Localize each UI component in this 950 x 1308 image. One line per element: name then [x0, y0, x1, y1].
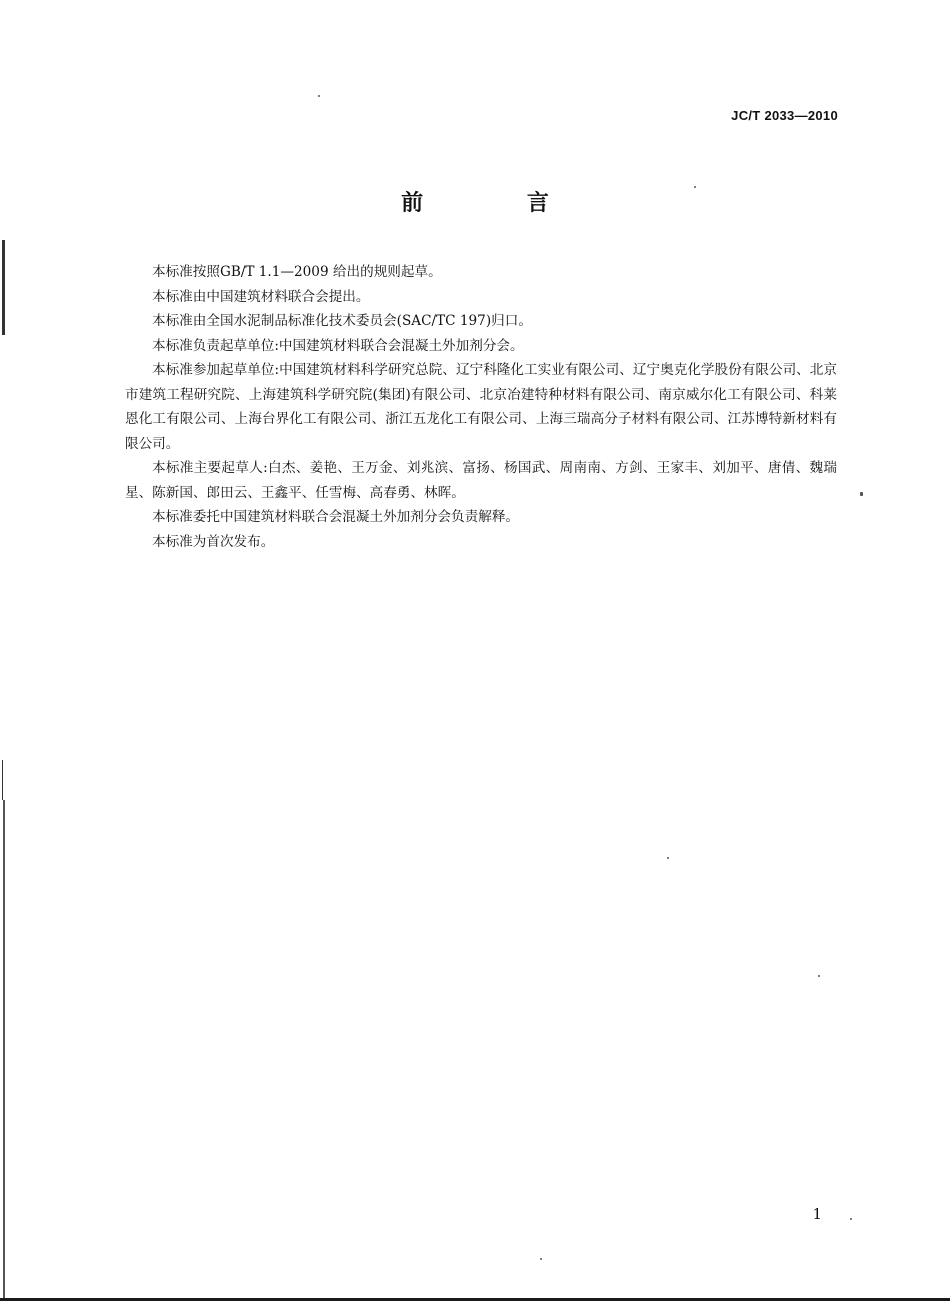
scan-speck — [667, 857, 669, 859]
scan-speck — [540, 1258, 542, 1260]
paragraph-proposer: 本标准由中国建筑材料联合会提出。 — [152, 288, 370, 305]
scan-speck — [818, 975, 820, 977]
scan-speck — [860, 492, 863, 496]
scan-mark — [2, 240, 5, 335]
paragraph-drafting-rules: 本标准按照GB/T 1.1—2009 给出的规则起草。 — [152, 264, 442, 280]
paragraph-interpretation: 本标准委托中国建筑材料联合会混凝土外加剂分会负责解释。 — [152, 509, 520, 525]
scan-speck — [850, 1218, 852, 1220]
scan-mark — [3, 800, 5, 1300]
paragraph-participating-units: 本标准参加起草单位:中国建筑材料科学研究总院、辽宁科隆化工实业有限公司、辽宁奥克化学股份有限公司、北京市建筑工程研究院、上海建筑科学研究院(集团)有限公司、北京冶建特种材料有限公司、南京威尔化工有限公司、科莱恩化工有限公司、上海台界化工有限公司、浙江五龙化工有限公司、上海三瑞高分子材料有限公司、江苏博特新材料有限公司。 — [125, 362, 837, 452]
page-title: 前 言 — [401, 191, 597, 216]
foreword-body — [125, 260, 837, 554]
standard-code: JC/T 2033—2010 — [731, 108, 838, 123]
paragraph-technical-committee: 本标准由全国水泥制品标准化技术委员会(SAC/TC 197)归口。 — [152, 313, 532, 329]
paragraph-main-drafters: 本标准主要起草人:白杰、姜艳、王万金、刘兆滨、富扬、杨国武、周南南、方剑、王家丰、刘加平、唐倩、魏瑞星、陈新国、郎田云、王鑫平、任雪梅、高春勇、林晖。 — [125, 460, 837, 501]
paragraph-responsible-unit: 本标准负责起草单位:中国建筑材料联合会混凝土外加剂分会。 — [152, 337, 524, 354]
bottom-border — [0, 1298, 950, 1301]
page-number: 1 — [812, 1205, 822, 1223]
scan-speck — [318, 95, 320, 97]
paragraph-first-release: 本标准为首次发布。 — [152, 533, 275, 550]
scan-speck — [694, 186, 696, 188]
scan-mark — [2, 760, 3, 800]
